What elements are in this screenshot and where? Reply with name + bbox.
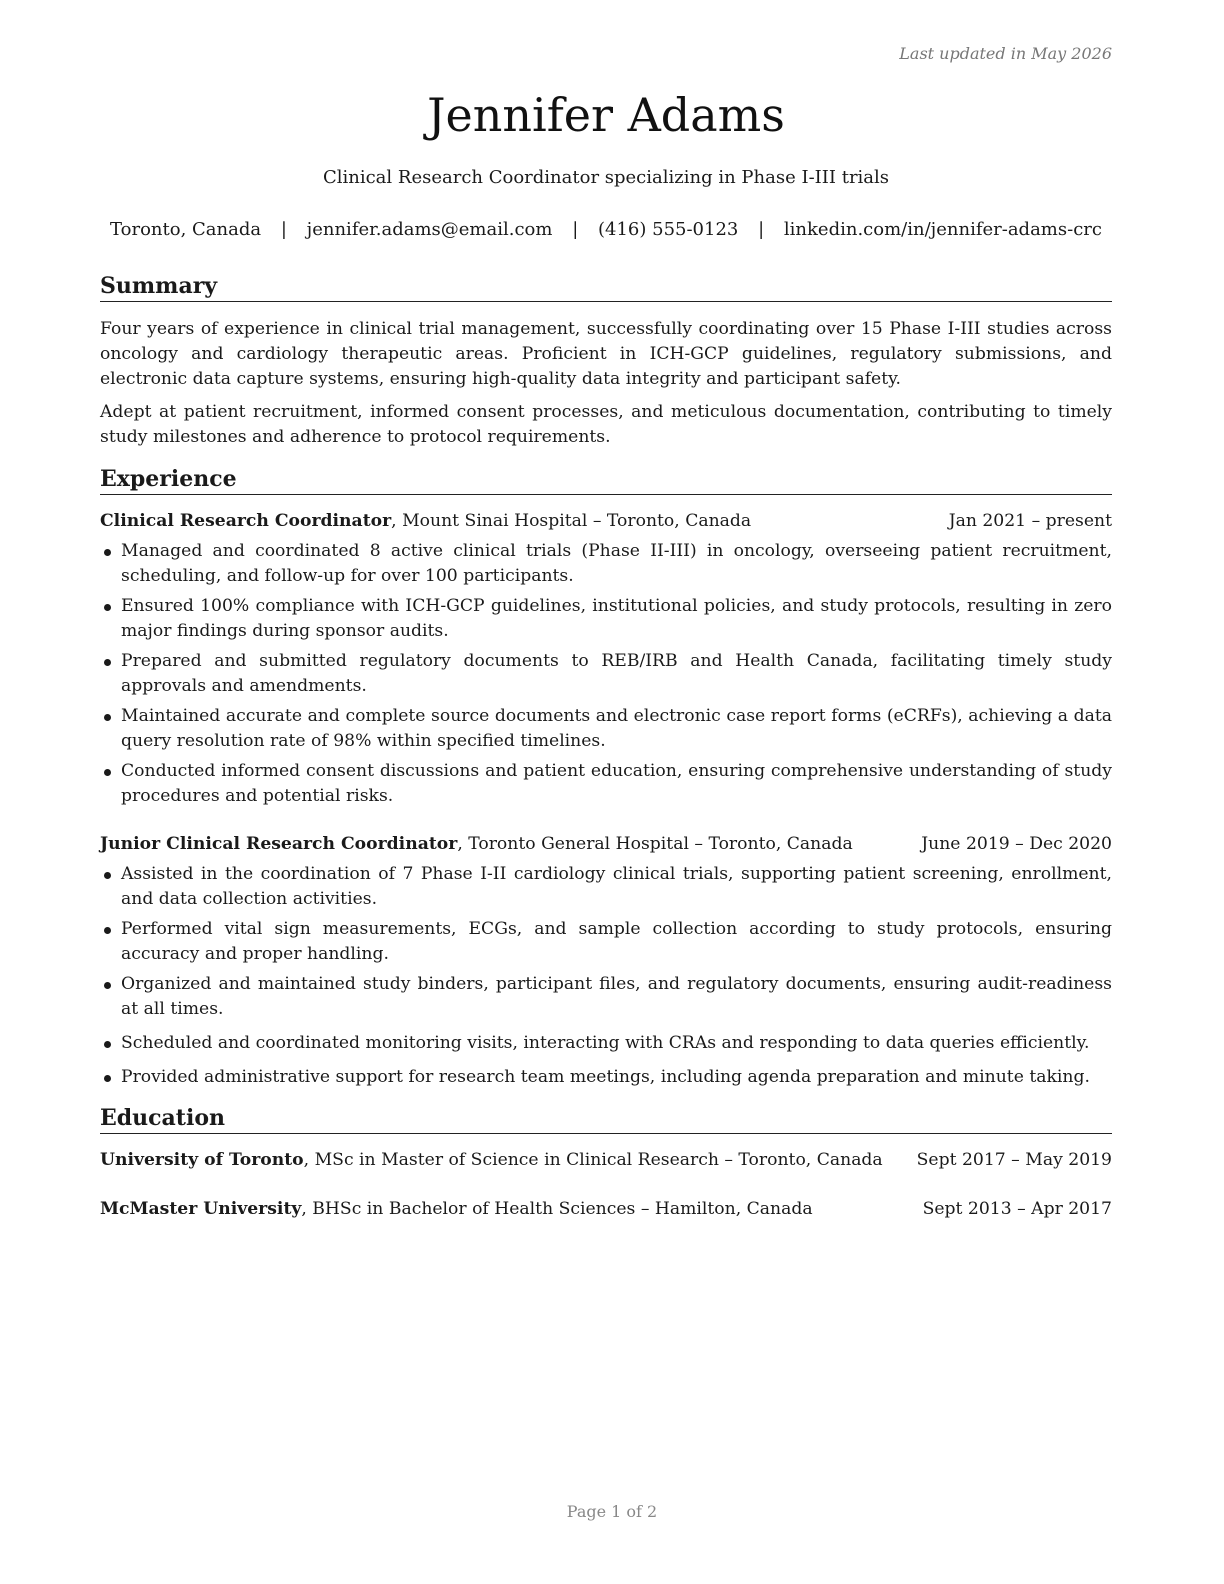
summary-paragraph: Four years of experience in clinical trial management, successfully coordinating over 15 Phase I-III studies across oncology and cardiology therapeutic areas. Proficient in ICH-GCP guidelines, regulatory submissions, and electronic data capture systems, ensuring high-quality data integrity and participant safety. xyxy=(100,319,1112,389)
contact-separator: | xyxy=(572,219,579,240)
job-title-line xyxy=(100,832,853,857)
job-bullet: Ensured 100% compliance with ICH-GCP guidelines, institutional policies, and study protocols, resulting in zero major findings during sponsor audits. xyxy=(100,594,1112,644)
job-role: Clinical Research Coordinator xyxy=(100,511,392,531)
summary-section xyxy=(100,272,1112,450)
job-org: , Toronto General Hospital – Toronto, Canada xyxy=(457,834,853,854)
job-title-line xyxy=(100,509,751,534)
candidate-tagline: Clinical Research Coordinator specializing in Phase I-III trials xyxy=(322,167,890,188)
job-entry xyxy=(100,832,1112,1090)
education-dates: Sept 2013 – Apr 2017 xyxy=(922,1199,1112,1219)
education-detail: , BHSc in Bachelor of Health Sciences – Hamilton, Canada xyxy=(301,1199,813,1219)
job-bullets xyxy=(100,539,1112,809)
job-bullets xyxy=(100,862,1112,1090)
job-dates: June 2019 – Dec 2020 xyxy=(921,834,1112,854)
candidate-name: Jennifer Adams xyxy=(427,88,785,142)
job-org: , Mount Sinai Hospital – Toronto, Canada xyxy=(391,511,752,531)
job-dates: Jan 2021 – present xyxy=(948,511,1112,531)
education-entry xyxy=(100,1197,1112,1222)
education-school: McMaster University xyxy=(100,1199,302,1219)
last-updated-note: Last updated in May 2026 xyxy=(899,44,1112,63)
job-bullet: Assisted in the coordination of 7 Phase I-II cardiology clinical trials, supporting patient screening, enrollment, and data collection activities. xyxy=(100,862,1112,912)
job-bullet: Prepared and submitted regulatory documents to REB/IRB and Health Canada, facilitating timely study approvals and amendments. xyxy=(100,649,1112,699)
education-school: University of Toronto xyxy=(100,1150,304,1170)
job-bullet: Scheduled and coordinated monitoring visits, interacting with CRAs and responding to data queries efficiently. xyxy=(100,1031,1112,1056)
contact-location: Toronto, Canada xyxy=(110,219,262,240)
education-line xyxy=(100,1148,883,1173)
job-bullet: Conducted informed consent discussions and patient education, ensuring comprehensive understanding of study procedures and potential risks. xyxy=(100,759,1112,809)
contact-separator: | xyxy=(280,219,287,240)
education-dates: Sept 2017 – May 2019 xyxy=(916,1150,1112,1170)
contact-linkedin[interactable]: linkedin.com/in/jennifer-adams-crc xyxy=(783,219,1102,240)
education-section xyxy=(100,1104,1112,1222)
page-number: Page 1 of 2 xyxy=(566,1502,658,1521)
job-bullet: Managed and coordinated 8 active clinical trials (Phase II-III) in oncology, overseeing patient recruitment, scheduling, and follow-up for over 100 participants. xyxy=(100,539,1112,589)
education-detail: , MSc in Master of Science in Clinical Research – Toronto, Canada xyxy=(303,1150,883,1170)
job-role: Junior Clinical Research Coordinator xyxy=(100,834,458,854)
contact-line xyxy=(100,219,1112,240)
section-title-experience: Experience xyxy=(100,465,1112,495)
job-bullet: Provided administrative support for research team meetings, including agenda preparation and minute taking. xyxy=(100,1065,1112,1090)
job-header xyxy=(100,832,1112,857)
contact-separator: | xyxy=(758,219,765,240)
job-bullet: Organized and maintained study binders, participant files, and regulatory documents, ensuring audit-readiness at all times. xyxy=(100,972,1112,1022)
section-title-summary: Summary xyxy=(100,272,1112,302)
contact-phone: (416) 555-0123 xyxy=(598,219,739,240)
summary-paragraph: Adept at patient recruitment, informed consent processes, and meticulous documentation, contributing to timely study milestones and adherence to protocol requirements. xyxy=(100,402,1112,447)
job-entry xyxy=(100,509,1112,809)
job-bullet: Performed vital sign measurements, ECGs, and sample collection according to study protocols, ensuring accuracy and proper handling. xyxy=(100,917,1112,967)
contact-email[interactable]: jennifer.adams@email.com xyxy=(306,219,553,240)
experience-section xyxy=(100,465,1112,1090)
section-title-education: Education xyxy=(100,1104,1112,1134)
education-entry xyxy=(100,1148,1112,1173)
job-bullet: Maintained accurate and complete source documents and electronic case report forms (eCRFs), achieving a data query resolution rate of 98% within specified timelines. xyxy=(100,704,1112,754)
job-header xyxy=(100,509,1112,534)
education-line xyxy=(100,1197,813,1222)
